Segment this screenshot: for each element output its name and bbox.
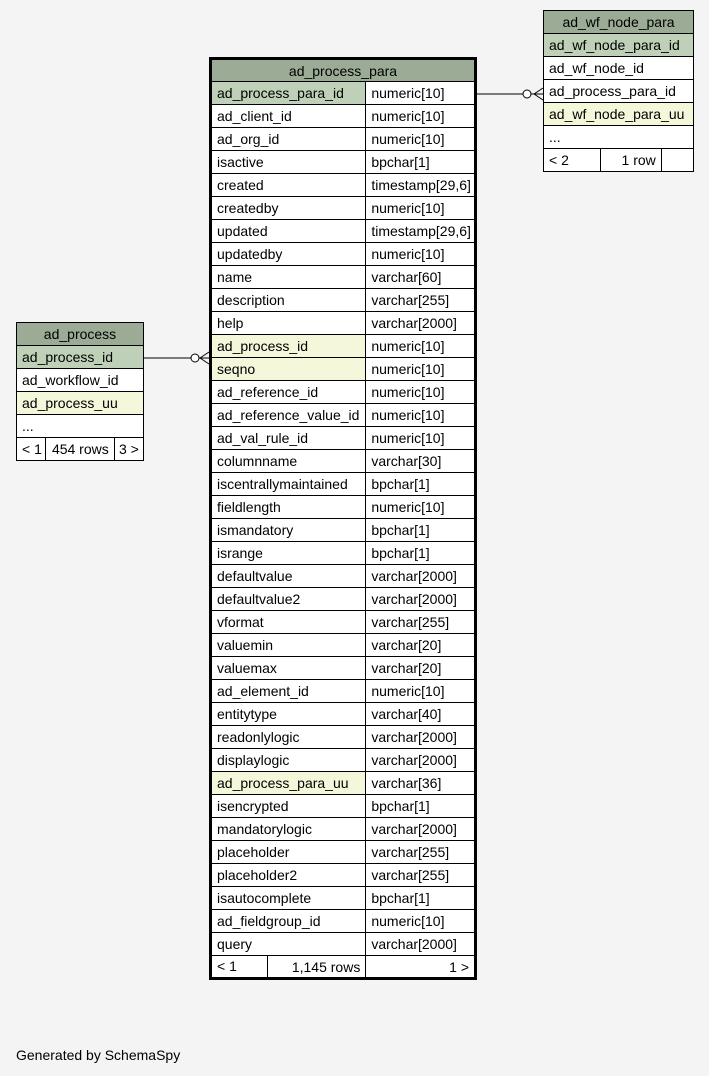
column-name: vformat (211, 611, 366, 634)
table-row[interactable] (211, 105, 476, 128)
table-footer (544, 149, 694, 172)
column-name: ad_workflow_id (17, 369, 144, 392)
column-type: varchar[2000] (366, 933, 476, 956)
table-row[interactable] (211, 772, 476, 795)
column-name: ad_process_uu (17, 392, 144, 415)
column-name: ad_client_id (211, 105, 366, 128)
table-row[interactable] (211, 128, 476, 151)
column-type: numeric[10] (366, 680, 476, 703)
table-header[interactable] (544, 11, 694, 34)
column-name: fieldlength (211, 496, 366, 519)
column-type: varchar[2000] (366, 312, 476, 335)
table-ad-process-para[interactable] (209, 57, 477, 980)
column-name: ad_wf_node_para_id (544, 34, 694, 57)
table-row[interactable] (211, 496, 476, 519)
column-name: created (211, 174, 366, 197)
table-row[interactable] (211, 933, 476, 956)
column-type: bpchar[1] (366, 795, 476, 818)
column-name: ad_process_para_id (544, 80, 694, 103)
table-row[interactable] (17, 369, 144, 392)
column-name: ad_reference_id (211, 381, 366, 404)
column-type: varchar[40] (366, 703, 476, 726)
column-name: ad_process_para_id (211, 82, 366, 105)
column-name: iscentrallymaintained (211, 473, 366, 496)
column-name: ad_reference_value_id (211, 404, 366, 427)
table-row[interactable] (211, 174, 476, 197)
column-type: bpchar[1] (366, 519, 476, 542)
table-row[interactable] (17, 392, 144, 415)
column-name: ad_org_id (211, 128, 366, 151)
column-name: seqno (211, 358, 366, 381)
table-row[interactable] (211, 519, 476, 542)
column-name: isautocomplete (211, 887, 366, 910)
table-row[interactable] (211, 841, 476, 864)
table-row[interactable] (211, 312, 476, 335)
column-name: ad_val_rule_id (211, 427, 366, 450)
table-row[interactable] (211, 795, 476, 818)
table-row[interactable] (211, 749, 476, 772)
table-row[interactable] (211, 611, 476, 634)
column-type: varchar[255] (366, 289, 476, 312)
edge-ad-process-para-to-ad-wf-node-para (477, 88, 543, 100)
column-type: numeric[10] (366, 427, 476, 450)
column-type: numeric[10] (366, 128, 476, 151)
table-row[interactable] (211, 220, 476, 243)
table-row[interactable] (211, 542, 476, 565)
generated-by-label: Generated by SchemaSpy (16, 1047, 181, 1063)
table-footer (211, 956, 476, 979)
column-type: varchar[30] (366, 450, 476, 473)
table-row[interactable] (544, 103, 694, 126)
column-type: varchar[255] (366, 864, 476, 887)
column-name: entitytype (211, 703, 366, 726)
column-name: ad_wf_node_id (544, 57, 694, 80)
table-row[interactable] (211, 82, 476, 105)
column-name: ad_element_id (211, 680, 366, 703)
column-name: isactive (211, 151, 366, 174)
column-type: varchar[2000] (366, 588, 476, 611)
column-type: varchar[36] (366, 772, 476, 795)
column-name: defaultvalue2 (211, 588, 366, 611)
column-name: placeholder2 (211, 864, 366, 887)
column-type: varchar[20] (366, 657, 476, 680)
column-name: ad_process_id (211, 335, 366, 358)
table-row[interactable] (211, 565, 476, 588)
column-type: numeric[10] (366, 496, 476, 519)
parents-link[interactable]: < 2 (544, 149, 601, 172)
column-type: varchar[2000] (366, 818, 476, 841)
table-row[interactable] (211, 887, 476, 910)
table-row[interactable] (211, 197, 476, 220)
column-name: isencrypted (211, 795, 366, 818)
table-ad-wf-node-para[interactable] (543, 10, 694, 172)
table-row[interactable] (211, 289, 476, 312)
column-name: ismandatory (211, 519, 366, 542)
table-name: ad_process_para (211, 59, 476, 82)
column-type: numeric[10] (366, 335, 476, 358)
row-count: 1 row (601, 149, 661, 172)
column-type: varchar[60] (366, 266, 476, 289)
column-type: bpchar[1] (366, 542, 476, 565)
column-type: timestamp[29,6] (366, 220, 476, 243)
table-header[interactable] (17, 323, 144, 346)
parents-link[interactable]: < 1 (17, 438, 46, 461)
column-name: mandatorylogic (211, 818, 366, 841)
column-name: defaultvalue (211, 565, 366, 588)
column-name: ad_fieldgroup_id (211, 910, 366, 933)
column-type: bpchar[1] (366, 473, 476, 496)
table-row[interactable] (211, 151, 476, 174)
column-name: isrange (211, 542, 366, 565)
column-type: numeric[10] (366, 243, 476, 266)
table-row[interactable] (211, 864, 476, 887)
table-row[interactable] (211, 657, 476, 680)
column-type: numeric[10] (366, 82, 476, 105)
column-name: name (211, 266, 366, 289)
table-row[interactable] (544, 57, 694, 80)
column-name: ad_wf_node_para_uu (544, 103, 694, 126)
table-row[interactable] (544, 80, 694, 103)
column-name: valuemin (211, 634, 366, 657)
column-type: varchar[255] (366, 611, 476, 634)
column-type: bpchar[1] (366, 887, 476, 910)
table-row[interactable] (211, 243, 476, 266)
children-link[interactable] (661, 149, 693, 172)
column-type: numeric[10] (366, 381, 476, 404)
column-type: numeric[10] (366, 197, 476, 220)
table-footer (17, 438, 144, 461)
column-name: updatedby (211, 243, 366, 266)
table-row[interactable] (211, 910, 476, 933)
table-row[interactable] (211, 473, 476, 496)
table-row[interactable] (211, 266, 476, 289)
table-row[interactable] (544, 34, 694, 57)
table-row[interactable] (211, 818, 476, 841)
column-name: createdby (211, 197, 366, 220)
row-count: 1,145 rows (291, 958, 361, 975)
column-type: numeric[10] (366, 105, 476, 128)
column-name: displaylogic (211, 749, 366, 772)
table-header[interactable] (211, 59, 476, 82)
table-row[interactable] (211, 381, 476, 404)
column-name: description (211, 289, 366, 312)
column-type: varchar[20] (366, 634, 476, 657)
column-name: ad_process_para_uu (211, 772, 366, 795)
column-name: ... (17, 415, 144, 438)
table-row[interactable] (211, 588, 476, 611)
column-type: bpchar[1] (366, 151, 476, 174)
column-name: readonlylogic (211, 726, 366, 749)
table-row[interactable] (544, 126, 694, 149)
column-type: numeric[10] (366, 910, 476, 933)
column-type: timestamp[29,6] (366, 174, 476, 197)
table-row[interactable] (211, 335, 476, 358)
column-type: numeric[10] (366, 358, 476, 381)
column-name: ad_process_id (17, 346, 144, 369)
children-link[interactable]: 3 > (114, 438, 143, 461)
column-name: help (211, 312, 366, 335)
table-ad-process[interactable] (16, 322, 144, 461)
footer-left-cell (211, 956, 366, 979)
column-name: query (211, 933, 366, 956)
table-row[interactable] (211, 404, 476, 427)
children-link[interactable]: 1 > (366, 956, 476, 979)
column-name: valuemax (211, 657, 366, 680)
table-row[interactable] (211, 450, 476, 473)
row-count: 454 rows (46, 438, 115, 461)
table-row[interactable] (211, 680, 476, 703)
column-type: varchar[2000] (366, 726, 476, 749)
column-name: updated (211, 220, 366, 243)
table-row[interactable] (17, 346, 144, 369)
column-name: ... (544, 126, 694, 149)
column-type: varchar[255] (366, 841, 476, 864)
table-row[interactable] (17, 415, 144, 438)
table-row[interactable] (211, 726, 476, 749)
table-row[interactable] (211, 358, 476, 381)
edge-ad-process-to-ad-process-para (144, 352, 209, 364)
column-name: columnname (211, 450, 366, 473)
table-name: ad_process (17, 323, 144, 346)
table-name: ad_wf_node_para (544, 11, 694, 34)
table-row[interactable] (211, 634, 476, 657)
column-type: numeric[10] (366, 404, 476, 427)
column-name: placeholder (211, 841, 366, 864)
column-type: varchar[2000] (366, 565, 476, 588)
parents-link[interactable]: < 1 (212, 956, 268, 977)
table-row[interactable] (211, 703, 476, 726)
table-row[interactable] (211, 427, 476, 450)
column-type: varchar[2000] (366, 749, 476, 772)
